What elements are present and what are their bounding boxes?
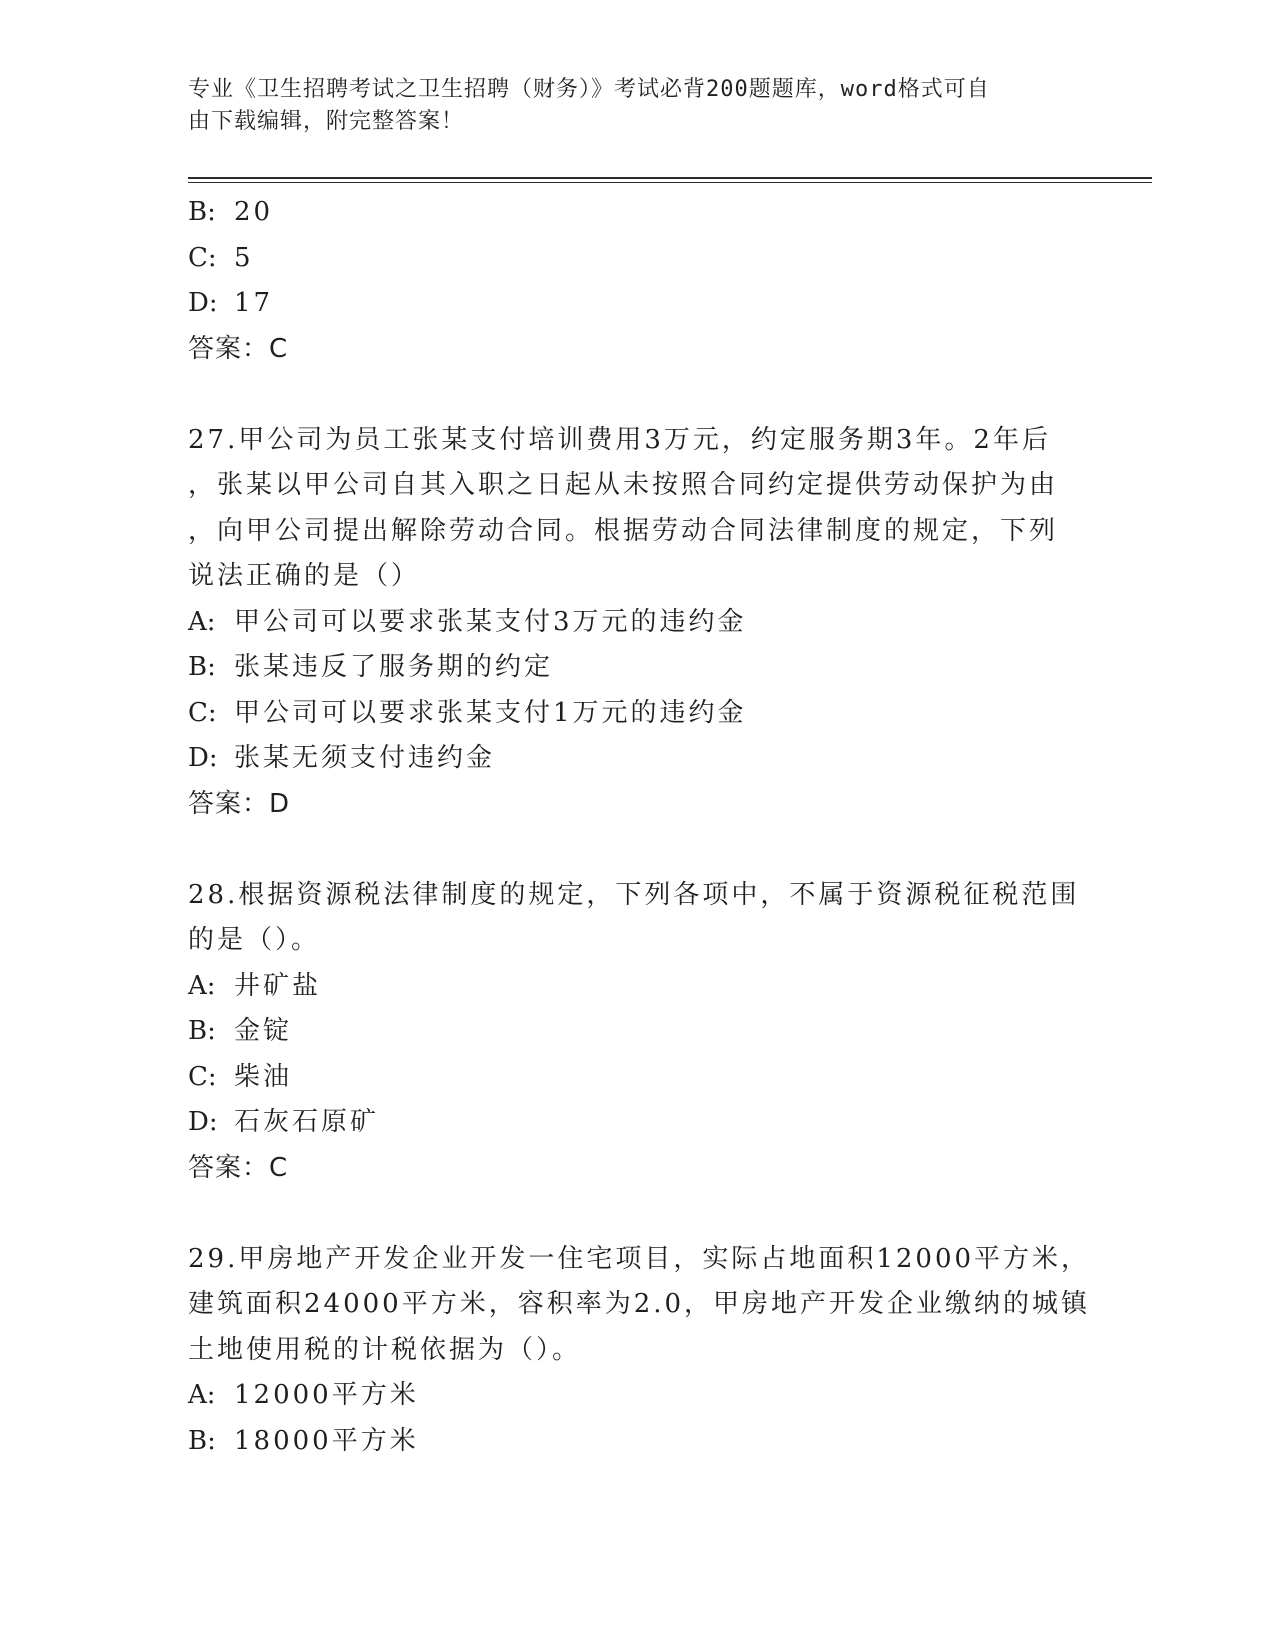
question-text-line: 建筑面积24000平方米，容积率为2.0，甲房地产开发企业缴纳的城镇 [188, 1289, 1091, 1319]
question-text-line: 土地使用税的计税依据为（）。 [188, 1334, 582, 1365]
header-line-1: 专业《卫生招聘考试之卫生招聘（财务）》考试必背200题题库，word格式可自 [188, 77, 990, 102]
option-d: D: 17 [188, 288, 274, 318]
answer-line: 答案：C [188, 1152, 289, 1183]
question-block-prev [188, 190, 1088, 372]
option-b: B: 金锭 [188, 1016, 293, 1046]
question-text-line: 说法正确的是（） [188, 561, 421, 591]
header-divider-thick [188, 177, 1152, 179]
question-text-line: 27.甲公司为员工张某支付培训费用3万元，约定服务期3年。2年后 [188, 424, 1051, 455]
option-d: D: 石灰石原矿 [188, 1107, 380, 1137]
option-d: D: 张某无须支付违约金 [188, 743, 496, 773]
question-text-line: ，张某以甲公司自其入职之日起从未按照合同约定提供劳动保护为由 [188, 470, 1059, 500]
question-block-28 [188, 873, 1088, 1192]
option-c: C: 甲公司可以要求张某支付1万元的违约金 [188, 697, 747, 728]
option-b: B: 张某违反了服务期的约定 [188, 652, 554, 682]
option-a: A: 井矿盐 [188, 970, 322, 1001]
question-text-line: ，向甲公司提出解除劳动合同。根据劳动合同法律制度的规定，下列 [188, 515, 1059, 546]
spacer [188, 827, 1088, 873]
spacer [188, 1191, 1088, 1237]
question-text-line: 28.根据资源税法律制度的规定，下列各项中，不属于资源税征税范围 [188, 879, 1080, 910]
option-c: C: 5 [188, 242, 254, 273]
option-a: A: 甲公司可以要求张某支付3万元的违约金 [188, 606, 747, 637]
option-b: B: 20 [188, 197, 274, 227]
answer-line: 答案：C [188, 333, 289, 364]
question-text-line: 29.甲房地产开发企业开发一住宅项目，实际占地面积12000平方米， [188, 1243, 1091, 1274]
question-block-27 [188, 418, 1088, 828]
question-text-line: 的是（）。 [188, 925, 321, 955]
question-block-29 [188, 1237, 1091, 1465]
document-body [188, 190, 1091, 1464]
option-a: A: 12000平方米 [188, 1380, 419, 1410]
option-b: B: 18000平方米 [188, 1425, 419, 1456]
header-divider-thin [188, 182, 1152, 183]
option-c: C: 柴油 [188, 1061, 293, 1092]
answer-line: 答案：D [188, 788, 291, 819]
document-header [188, 74, 1068, 138]
spacer [188, 372, 1088, 418]
header-line-2: 由下载编辑，附完整答案！ [188, 109, 465, 134]
